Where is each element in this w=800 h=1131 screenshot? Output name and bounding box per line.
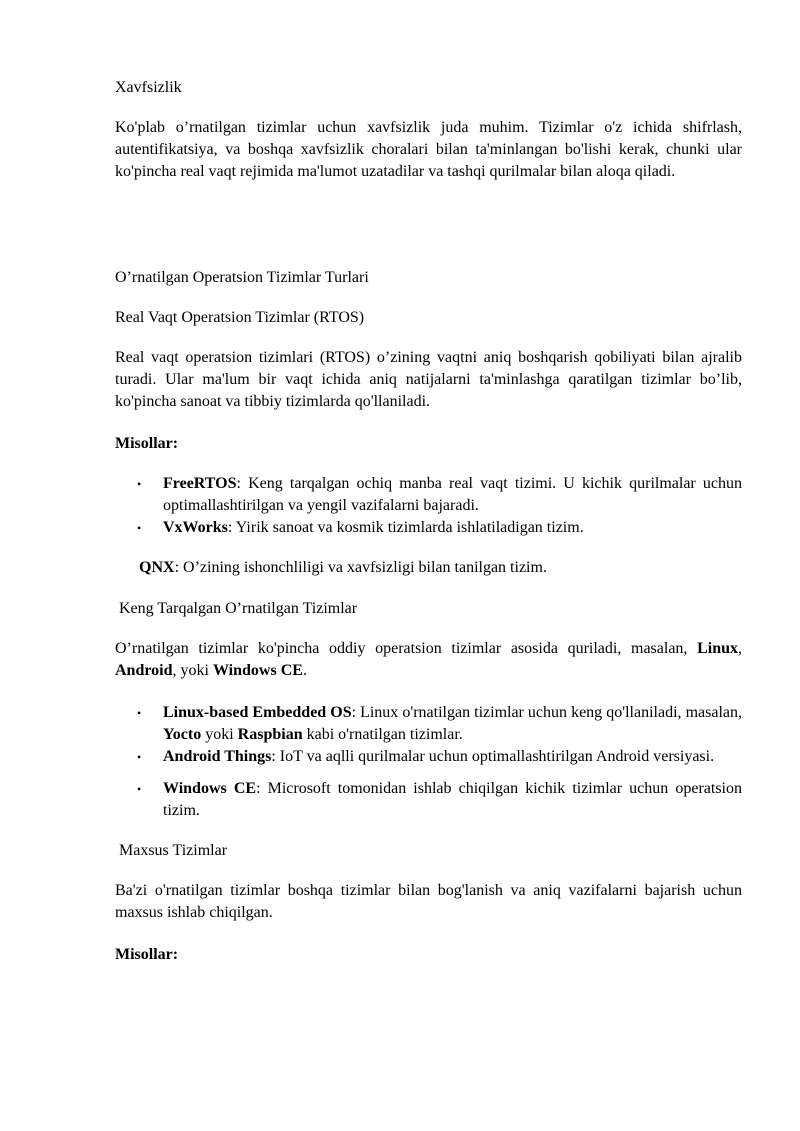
section-heading-security: Xavfsizlik <box>115 79 182 96</box>
security-paragraph: Ko'plab o’rnatilgan tizimlar uchun xavfsizlik juda muhim. Tizimlar o'z ichida shifrlash, autentifikatsiya, va boshqa xavfsizlik choralari bilan ta'minlangan bo'lishi kerak, chunki ular ko'pincha real vaqt rejimida ma'lumot uzatadilar va tashqi qurilmalar bilan aloqa qiladi. <box>115 119 742 180</box>
subsection-heading-rtos: Real Vaqt Operatsion Tizimlar (RTOS) <box>115 309 365 326</box>
list-item-vxworks <box>115 517 742 539</box>
rtos-paragraph: Real vaqt operatsion tizimlari (RTOS) o’zining vaqtni aniq boshqarish qobiliyati bilan ajralib turadi. Ular ma'lum bir vaqt ichida aniq natijalarni ta'minlashga qaratilgan tizimlar bo’lib, ko'pincha sanoat va tibbiy tizimlarda qo'llaniladi. <box>115 349 742 410</box>
list-item-linux-based: • Linux-based Embedded OS: Linux o'rnatilgan tizimlar uchun keng qo'llaniladi, masalan, Yocto yoki Raspbian kabi o'rnatilgan tizimlar. <box>137 704 742 743</box>
item-name: VxWorks <box>163 519 228 536</box>
item-name: QNX <box>139 559 175 576</box>
rtos-examples-list <box>115 473 742 539</box>
section-heading-common-systems: Keng Tarqalgan O’rnatilgan Tizimlar <box>119 600 358 617</box>
examples-label: Misollar: <box>115 435 179 452</box>
item-description: : IoT va aqlli qurilmalar uchun optimallashtirilgan Android versiyasi. <box>271 748 715 765</box>
bullet-icon: • <box>137 750 142 764</box>
item-description: : O’zining ishonchliligi va xavfsizligi bilan tanilgan tizim. <box>174 559 547 576</box>
document-page <box>115 77 742 984</box>
qnx-line <box>115 557 742 579</box>
windows-ce-term: Windows CE <box>212 662 303 679</box>
common-systems-list <box>115 702 742 822</box>
examples-label-2: Misollar: <box>115 946 179 963</box>
blank-space <box>115 203 742 267</box>
section-heading-os-types: O’rnatilgan Operatsion Tizimlar Turlari <box>115 269 369 286</box>
list-item-windows-ce <box>115 778 742 822</box>
bullet-icon: • <box>137 521 142 535</box>
common-systems-paragraph: O’rnatilgan tizimlar ko'pincha oddiy operatsion tizimlar asosida quriladi, masalan, Linux, Android, yoki Windows CE. <box>115 640 742 679</box>
list-item-android-things <box>115 746 742 768</box>
bullet-icon: • <box>137 706 142 720</box>
item-name: Android Things <box>163 748 272 765</box>
item-description: : Keng tarqalgan ochiq manba real vaqt tizimi. U kichik qurilmalar uchun optimallashtirilgan va yengil vazifalarni bajaradi. <box>163 475 742 514</box>
item-name: Windows CE <box>163 780 257 797</box>
linux-term: Linux <box>697 640 738 657</box>
item-description: : Yirik sanoat va kosmik tizimlarda ishlatiladigan tizim. <box>227 519 584 536</box>
section-heading-special-systems: Maxsus Tizimlar <box>119 842 228 859</box>
special-systems-paragraph: Ba'zi o'rnatilgan tizimlar boshqa tizimlar bilan bog'lanish va aniq vazifalarni bajarish uchun maxsus ishlab chiqilgan. <box>115 882 742 921</box>
list-item-freertos <box>115 473 742 517</box>
yocto-term: Yocto <box>163 726 202 743</box>
item-description: : Microsoft tomonidan ishlab chiqilgan kichik tizimlar uchun operatsion tizim. <box>163 780 742 819</box>
raspbian-term: Raspbian <box>237 726 303 743</box>
bullet-icon: • <box>137 477 142 491</box>
item-name: Linux-based Embedded OS <box>163 704 352 721</box>
android-term: Android <box>115 662 173 679</box>
bullet-icon: • <box>137 782 142 796</box>
item-name: FreeRTOS <box>163 475 237 492</box>
